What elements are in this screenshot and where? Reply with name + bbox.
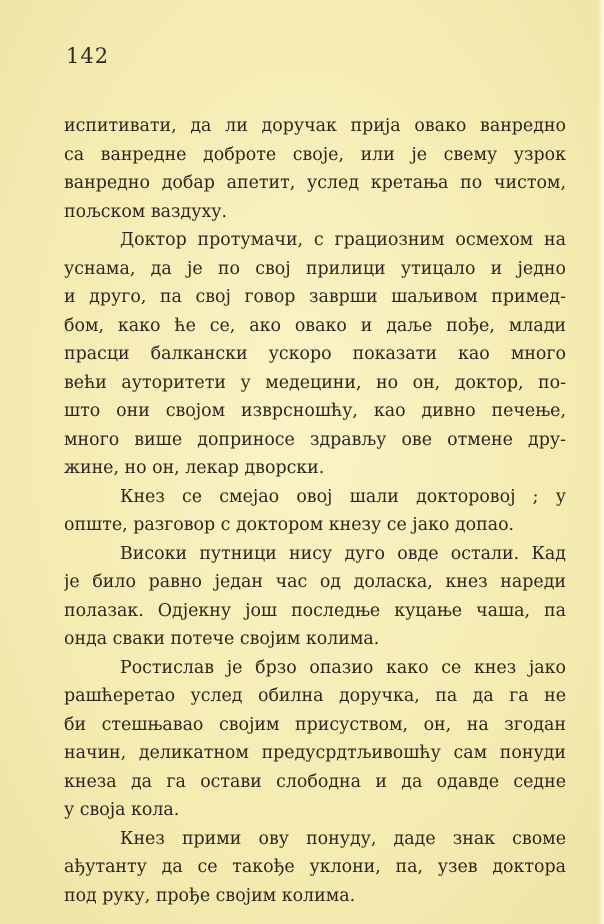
text-line: што они својом изврсношћу, као дивно печење, <box>64 401 566 421</box>
text-line: би стешњавао својим присуством, он, на згодан <box>64 714 566 735</box>
text-line: жине, но он, лекар дворски. <box>64 458 325 478</box>
text-line: много више доприносе здрављу ове отмене дру- <box>64 429 566 450</box>
page-number: 142 <box>66 44 110 68</box>
text-line: већи ауторитети у медецини, но он, доктор, по- <box>64 372 566 393</box>
text-line: Доктор протумачи, с грациозним осмехом на <box>120 230 566 250</box>
text-line: Високи путници нису дуго овде остали. Кад <box>120 543 566 564</box>
text-line: начин, деликатном предусрдтљивошћу сам понуди <box>64 743 566 763</box>
text-line: опште, разговор с доктором кнезу се јако допао. <box>64 515 515 535</box>
text-line: Кнез се смејао овој шали докторовој ; у <box>120 486 566 507</box>
text-line: кнеза да га остави слободна и да одавде седне <box>64 771 566 792</box>
text-line: бом, како ће се, ако овако и даље пође, млади <box>64 315 566 336</box>
text-line: полазак. Одјекну још последње куцање чаша, па <box>64 600 566 621</box>
text-line: онда сваки потече својим колима. <box>64 629 380 649</box>
text-line: под руку, прође својим колима. <box>64 885 356 906</box>
text-line: у своја кола. <box>64 800 180 820</box>
text-line: испитивати, да ли доручак прија овако ванредно <box>64 116 566 136</box>
text-line: ванредно добар апетит, услед кретања по чистом, <box>64 173 566 193</box>
text-line: Ростислав је брзо опазио како се кнез јако <box>120 657 566 678</box>
text-line: је било равно један час од доласка, кнез нареди <box>64 572 566 592</box>
text-line: Кнез прими ову понуду, даде знак своме <box>120 828 566 849</box>
text-line: рашћеретао услед обилна доручка, па да га не <box>64 686 566 706</box>
page-edge <box>598 0 604 924</box>
text-line: и друго, па свој говор заврши шаљивом примед- <box>64 287 566 307</box>
text-line: ађутанту да се такође уклони, па, узев доктора <box>64 857 566 877</box>
text-line: прасци балкански ускоро показати као много <box>64 344 566 364</box>
body-text <box>64 112 566 910</box>
text-line: са ванредне доброте своје, или је свему узрок <box>64 144 566 165</box>
text-line: уснама, да је по свој прилици утицало и једно <box>64 258 566 279</box>
text-line: пољском ваздуху. <box>64 201 228 222</box>
